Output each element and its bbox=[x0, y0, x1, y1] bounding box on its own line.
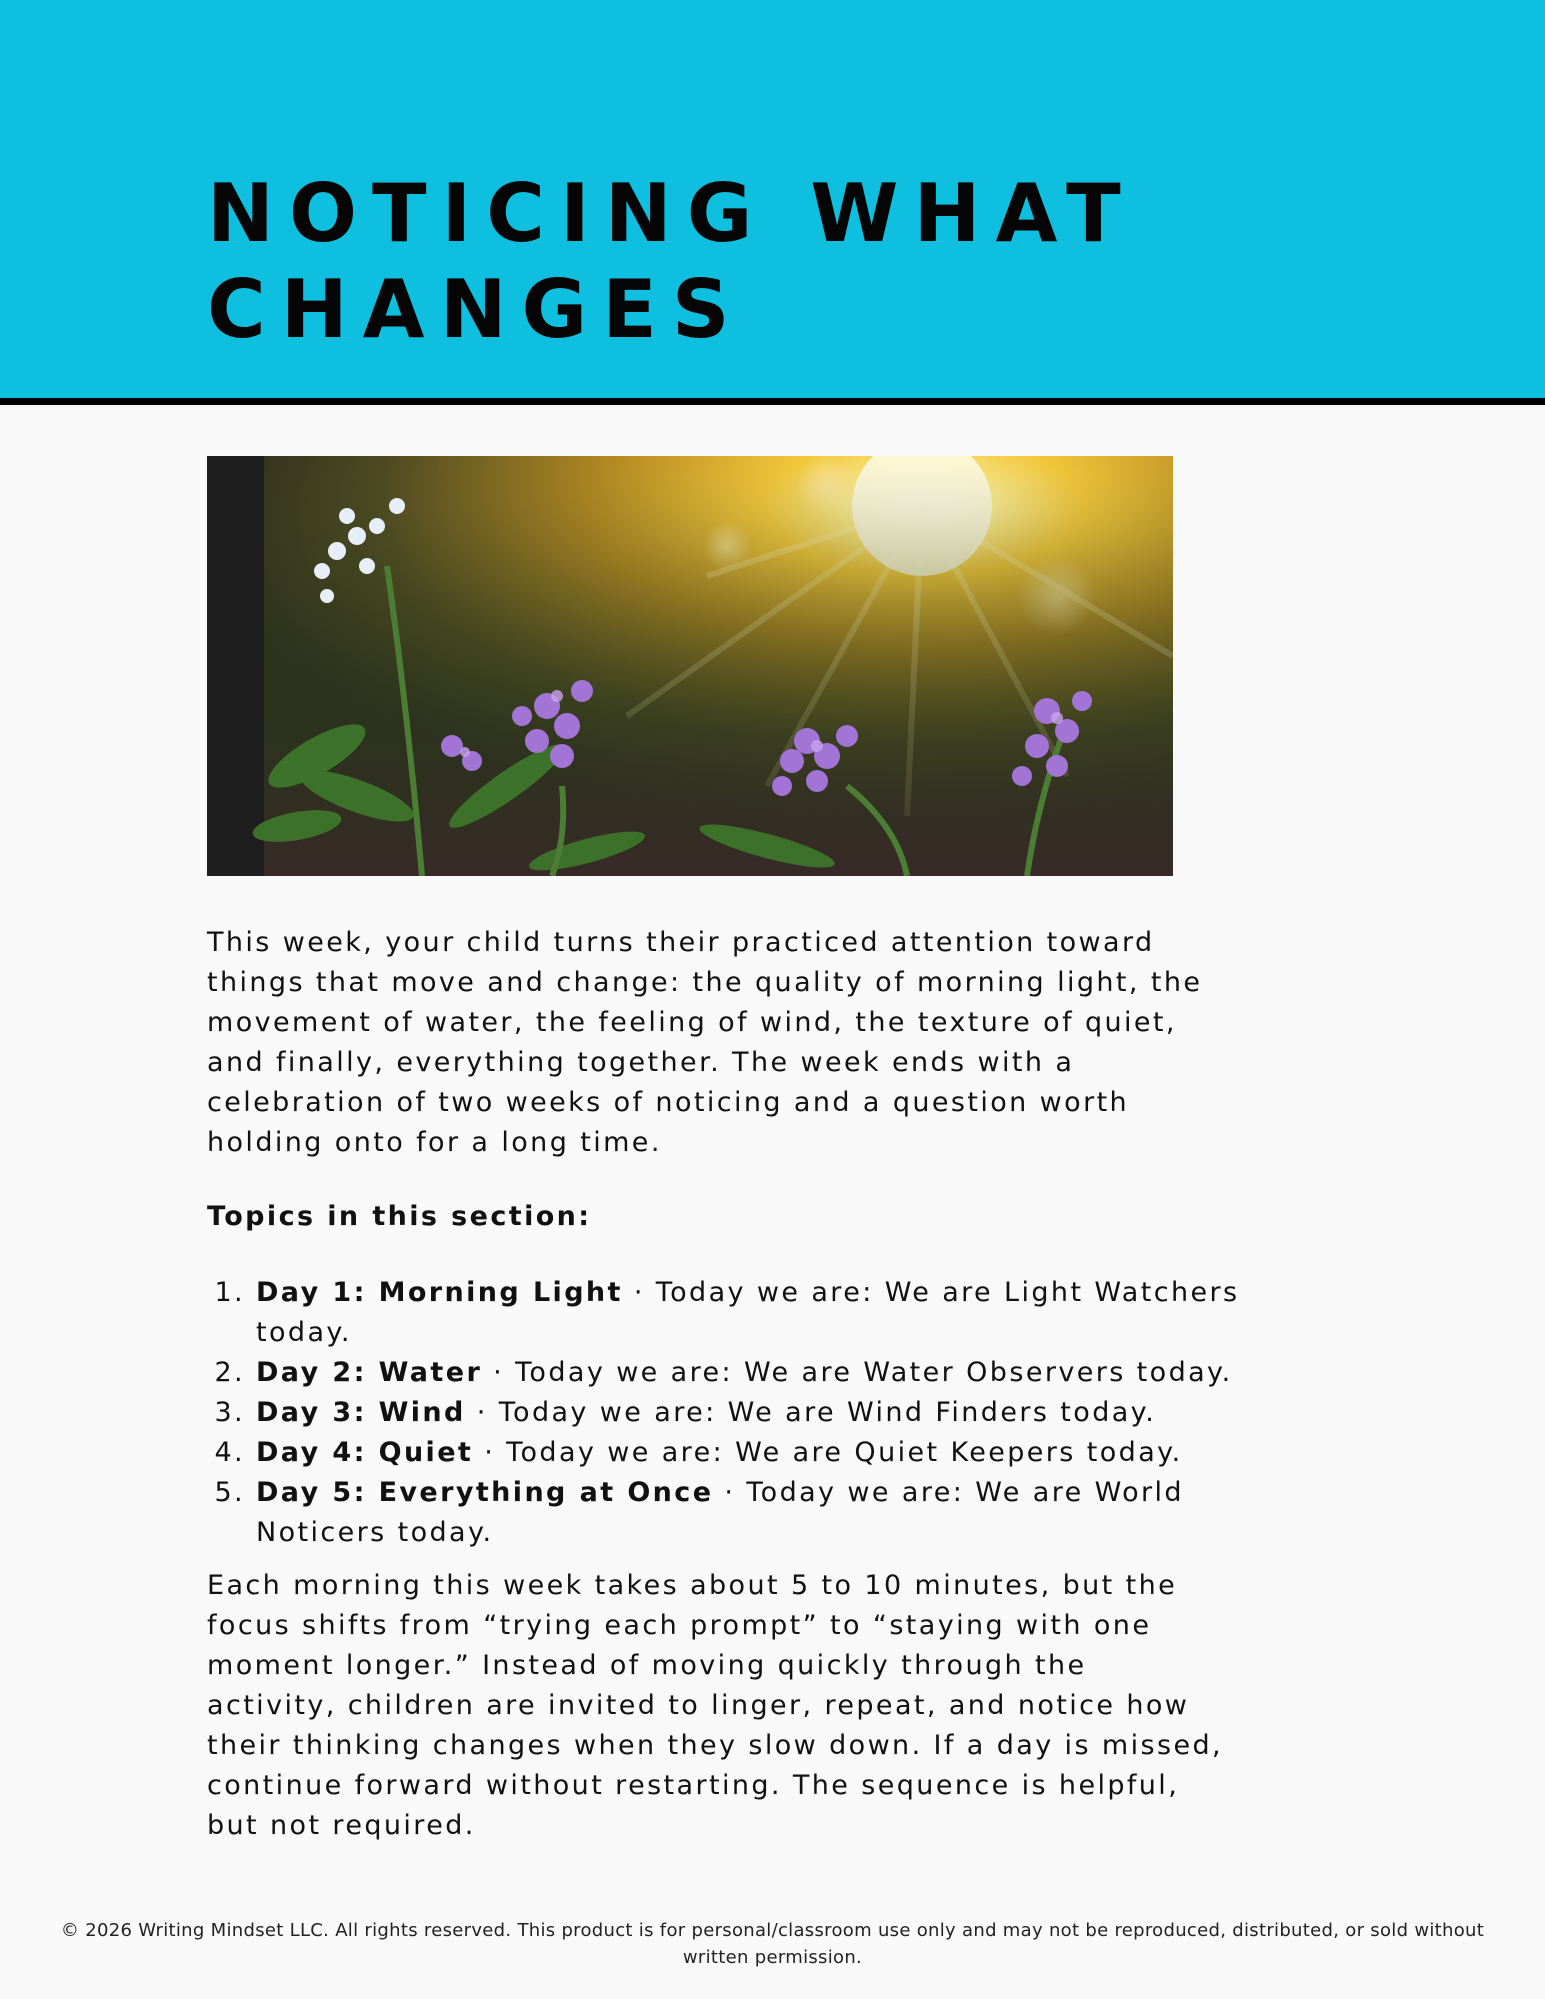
day-description: · Today we are: We are Wind Finders today. bbox=[465, 1397, 1157, 1428]
closing-paragraph: Each morning this week takes about 5 to 10 minutes, but the focus shifts from “trying each prompt” to “staying with one moment longer.” Instead of moving quickly through the activity, children are invited to linger, repeat, and notice how their thinking changes when they slow down. If a day is missed, continue forward without restarting. The sequence is helpful, but not required. bbox=[207, 1570, 1223, 1841]
copyright-footer: © 2026 Writing Mindset LLC. All rights reserved. This product is for personal/classroom use only and may not be reproduced, distributed, or sold without written permission. bbox=[60, 1920, 1485, 1968]
day-label: Day 2: Water bbox=[256, 1357, 483, 1388]
list-item bbox=[256, 1353, 1256, 1393]
list-item bbox=[256, 1393, 1256, 1433]
day-label: Day 5: Everything at Once bbox=[256, 1477, 714, 1508]
topics-list bbox=[207, 1273, 1256, 1553]
topics-heading: Topics in this section: bbox=[207, 1201, 592, 1232]
day-label: Day 4: Quiet bbox=[256, 1437, 474, 1468]
day-label: Day 3: Wind bbox=[256, 1397, 466, 1428]
list-item bbox=[256, 1473, 1256, 1553]
day-label: Day 1: Morning Light bbox=[256, 1277, 623, 1308]
day-description: · Today we are: We are Quiet Keepers today. bbox=[473, 1437, 1183, 1468]
intro-paragraph: This week, your child turns their practiced attention toward things that move and change: the quality of morning light, the movement of water, the feeling of wind, the texture of quiet, and finally, everything together. The week ends with a celebration of two weeks of noticing and a question worth holding onto for a long time. bbox=[207, 927, 1203, 1158]
page-title: NOTICING WHAT CHANGES bbox=[207, 167, 1136, 356]
day-description: · Today we are: We are Light Watchers today. bbox=[256, 1277, 1240, 1348]
day-description: · Today we are: We are World Noticers today. bbox=[256, 1477, 1184, 1548]
flowers-sunlight-photo bbox=[207, 456, 1173, 876]
main-content bbox=[207, 923, 1247, 1846]
hero-image bbox=[207, 456, 1173, 876]
list-item bbox=[256, 1433, 1256, 1473]
list-item bbox=[256, 1273, 1256, 1353]
header-banner bbox=[0, 0, 1545, 405]
day-description: · Today we are: We are Water Observers today. bbox=[482, 1357, 1233, 1388]
